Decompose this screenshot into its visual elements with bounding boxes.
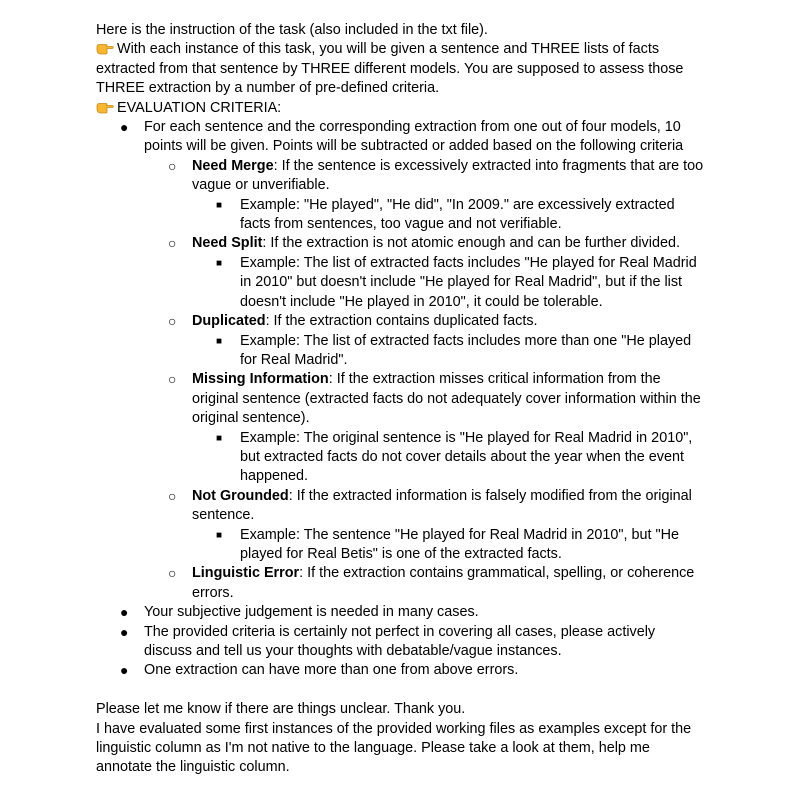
criterion-name: Not Grounded xyxy=(192,487,289,504)
list-bullet: ● xyxy=(120,119,129,136)
criterion-example xyxy=(96,429,706,487)
criterion-example-text: Example: The list of extracted facts includes more than one "He played for Real Madrid". xyxy=(240,332,692,368)
closing-line: Please let me know if there are things unclear. Thank you. xyxy=(96,701,466,718)
note-text: One extraction can have more than one from above errors. xyxy=(144,662,519,679)
criterion-need-split xyxy=(96,234,706,253)
criterion-not-grounded xyxy=(96,487,706,526)
note-item xyxy=(96,603,706,622)
pointing-hand-icon xyxy=(96,41,114,55)
list-bullet: ○ xyxy=(168,313,177,330)
list-bullet: ■ xyxy=(216,529,223,541)
note-item xyxy=(96,623,706,662)
criterion-missing-information xyxy=(96,370,706,428)
note-text: The provided criteria is certainly not perfect in covering all cases, please actively discuss and tell us your thoughts with debatable/vague instances. xyxy=(144,623,656,659)
note-item xyxy=(96,661,706,680)
list-bullet: ■ xyxy=(216,335,223,347)
criterion-duplicated xyxy=(96,312,706,331)
criterion-example-text: Example: The list of extracted facts includes "He played for Real Madrid in 2010" but doesn't include "He played for Real Madrid", but if the list doesn't include "He played in 2010", it could be tolerable. xyxy=(240,254,697,310)
list-bullet: ■ xyxy=(216,199,223,211)
criterion-example-text: Example: The original sentence is "He played for Real Madrid in 2010", but extracted facts do not cover details about the year when the event happened. xyxy=(240,429,693,485)
closing-paragraph: I have evaluated some first instances of the provided working files as examples except for the linguistic column as I'm not native to the language. Please take a look at them, help me annotate the linguistic column. xyxy=(96,720,692,776)
pointing-hand-icon xyxy=(96,100,114,114)
list-bullet: ○ xyxy=(168,565,177,582)
criterion-description: : If the extraction contains grammatical, spelling, or coherence errors. xyxy=(192,565,695,601)
list-bullet: ■ xyxy=(216,257,223,269)
document-body xyxy=(96,21,706,778)
list-bullet: ● xyxy=(120,604,129,621)
criterion-name: Need Split xyxy=(192,235,263,252)
spacer xyxy=(96,681,706,700)
criterion-example xyxy=(96,526,706,565)
list-bullet: ○ xyxy=(168,487,177,504)
criterion-example-text: Example: "He played", "He did", "In 2009." are excessively extracted facts from sentences, too vague and not verifiable. xyxy=(240,196,675,233)
criterion-name: Missing Information xyxy=(192,371,329,388)
criterion-example xyxy=(96,332,706,371)
criteria-heading xyxy=(96,99,706,118)
criterion-need-merge xyxy=(96,157,706,196)
note-text: Your subjective judgement is needed in many cases. xyxy=(144,604,479,621)
criterion-description: : If the extraction is not atomic enough and can be further divided. xyxy=(262,235,680,252)
list-bullet: ● xyxy=(120,662,129,679)
criterion-name: Duplicated xyxy=(192,313,266,330)
criterion-name: Need Merge xyxy=(192,157,274,174)
criteria-heading-text: EVALUATION CRITERIA: xyxy=(117,99,282,116)
criterion-description: : If the sentence is excessively extracted into fragments that are too vague or unverifiable. xyxy=(192,157,704,194)
criterion-example-text: Example: The sentence "He played for Real Madrid in 2010", but "He played for Real Betis" is one of the extracted facts. xyxy=(240,526,680,562)
criterion-example xyxy=(96,196,706,235)
criterion-description: : If the extracted information is falsely modified from the original sentence. xyxy=(192,487,692,524)
criteria-scoring-item xyxy=(96,118,706,157)
intro-text: With each instance of this task, you will be given a sentence and THREE lists of facts extracted from that sentence by THREE different models. You are supposed to assess those THREE extraction by a number of pre-defined criteria. xyxy=(96,41,684,97)
criteria-scoring-text: For each sentence and the corresponding extraction from one out of four models, 10 points will be given. Points will be subtracted or added based on the following criteria xyxy=(144,119,684,155)
list-bullet: ○ xyxy=(168,371,177,388)
criterion-example xyxy=(96,254,706,312)
criterion-linguistic-error xyxy=(96,564,706,603)
list-bullet: ■ xyxy=(216,432,223,444)
list-bullet: ○ xyxy=(168,157,177,174)
intro-line: Here is the instruction of the task (also included in the txt file). xyxy=(96,22,488,38)
list-bullet: ○ xyxy=(168,235,177,252)
list-bullet: ● xyxy=(120,623,129,640)
criterion-name: Linguistic Error xyxy=(192,565,300,582)
criterion-description: : If the extraction contains duplicated facts. xyxy=(265,313,538,330)
criterion-description: : If the extraction misses critical information from the original sentence (extracted facts do not adequately cover information within the original sentence). xyxy=(192,371,701,427)
intro-paragraph xyxy=(96,40,706,98)
criteria-list xyxy=(96,118,706,681)
